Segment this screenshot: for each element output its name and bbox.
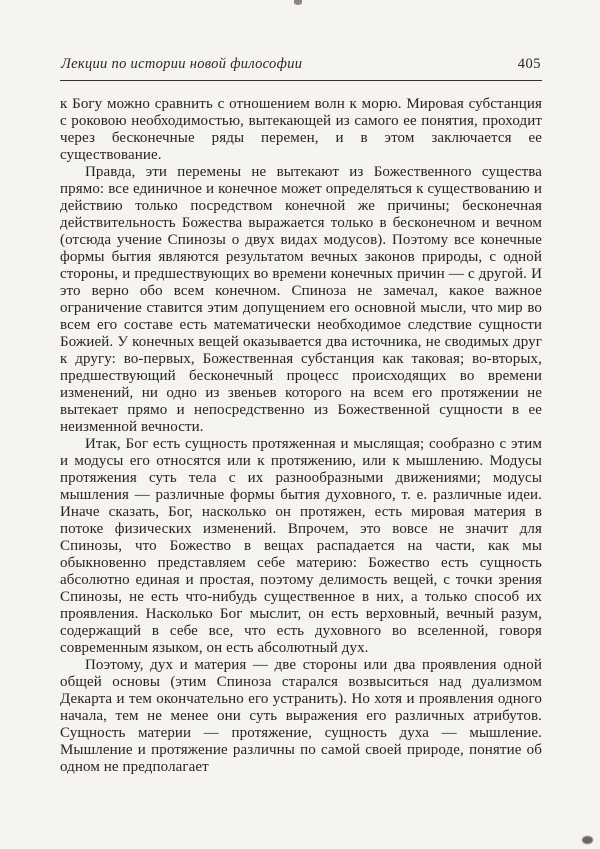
paragraph-3: Итак, Бог есть сущность протяженная и мыслящая; сообразно с этим и модусы его относятся или к протяжению, или к мышлению. Модусы протяжения суть тела с их разнообразными движениями; модусы мышления — различные формы бытия духовного, т. е. различные идеи. Иначе сказать, Бог, насколько он протяжен, есть мировая материя в потоке физических изменений. Впрочем, это вовсе не значит для Спинозы, что Божество в вещах распадается на части, как мы обыкновенно представляем себе материю: Божество есть сущность абсолютно единая и простая, поэтому делимость вещей, с точки зрения Спинозы, не есть что-нибудь существенное в них, а только способ их проявления. Насколько Бог мыслит, он есть верховный, вечный разум, содержащий в себе все, что есть духовного во вселенной, говоря современным языком, он есть абсолютный дух.	[60, 436, 542, 656]
paragraph-2: Правда, эти перемены не вытекают из Божественного существа прямо: все единичное и конечное может определяться к существованию и действию только посредством конечной же причины; бесконечная действительность Божества выражается только в бесконечном и вечном (отсюда учение Спинозы о двух видах модусов). Поэтому все конечные формы бытия являются результатом вечных законов природы, с одной стороны, и предшествующих во времени конечных причин — с другой. И это верно обо всем конечном. Спиноза не замечал, какое важное ограничение ставится этим допущением его основной мысли, что мир во всем его составе есть математически необходимое следствие сущности Божией. У конечных вещей оказывается два источника, не сводимых друг к другу: во-первых, Божественная субстанция как таковая; во-вторых, предшествующий бесконечный процесс происходящих во времени изменений, ни одно из звеньев которого на всем его протяжении не вытекает прямо и непосредственно из Божественной сущности в ее неизменной вечности.	[60, 164, 542, 435]
scan-smudge-bottom	[582, 836, 593, 844]
running-title: Лекции по истории новой философии	[61, 56, 303, 72]
page-header	[60, 56, 542, 80]
paragraph-4: Поэтому, дух и материя — две стороны или два проявления одной общей основы (этим Спиноза старался возвыситься над дуализмом Декарта и тем окончательно его устранить). Но хотя и проявления одного начала, тем не менее они суть выражения его различных атрибутов. Сущность материи — протяжение, сущность духа — мышление. Мышление и протяжение различны по самой своей природе, понятие об одном не предполагает	[60, 657, 542, 775]
page-number: 405	[517, 56, 541, 72]
paragraph-1: к Богу можно сравнить с отношением волн к морю. Мировая субстанция с роковою необходимостью, вытекающей из самого ее понятия, проходит через бесконечные ряды перемен, и в этом заключается ее существование.	[60, 96, 542, 163]
scan-smudge-top	[294, 0, 302, 5]
header-rule	[60, 80, 542, 81]
page-body	[60, 96, 542, 776]
